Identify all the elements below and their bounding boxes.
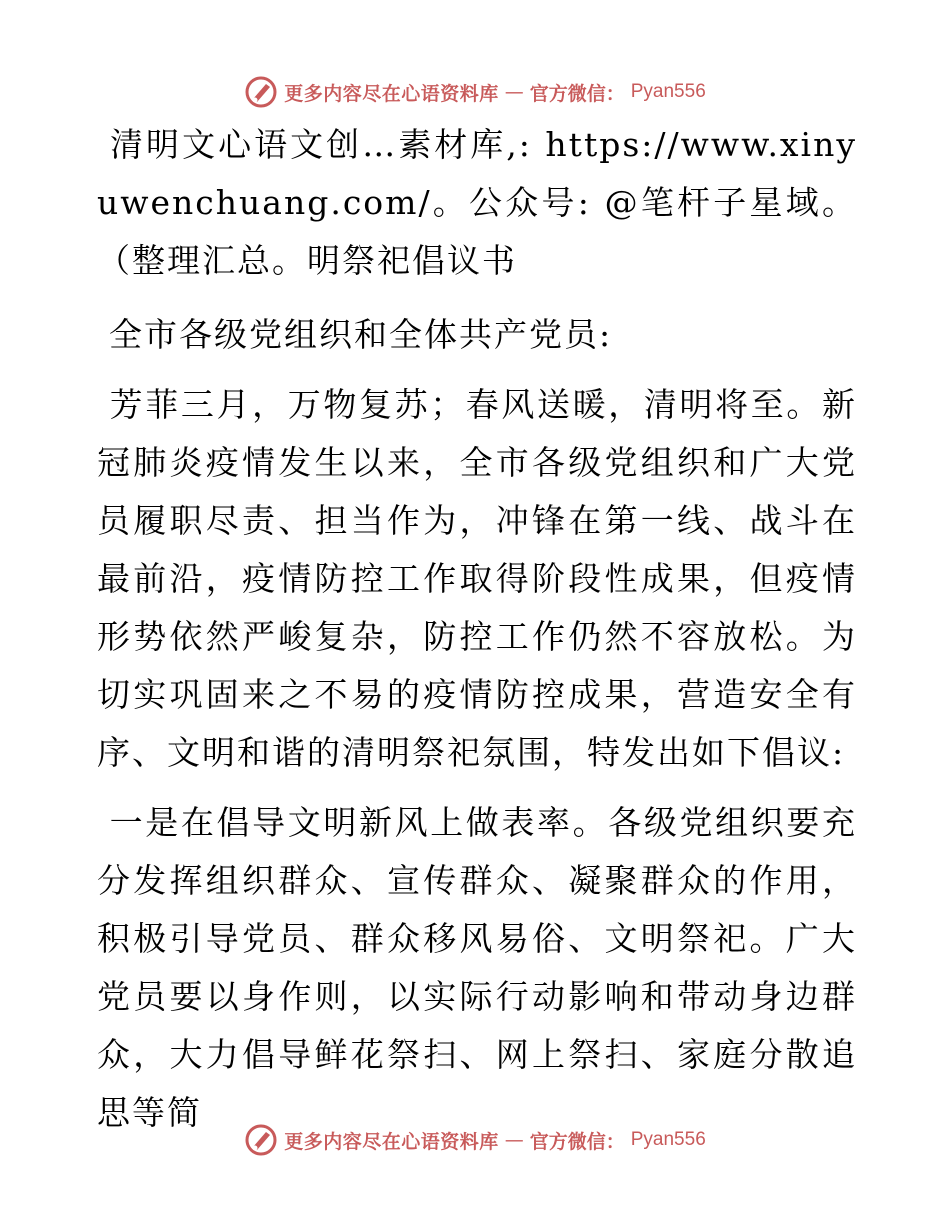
body-paragraph [97,376,857,782]
salutation-text: 全市各级党组织和全体共产党员: [109,315,613,354]
header-banner [0,72,950,112]
point-one-text: 一是在倡导文明新风上做表率。各级党组织要充分发挥组织群众、宣传群众、凝聚群众的作用，积极引导党员、群众移风易俗、文明祭祀。广大党员要以身作则，以实际行动影响和带动身边群众，大力倡导鲜花祭扫、网上祭扫、家庭分散追思等简 [97,803,857,1132]
footer-banner-separator: — [504,1129,524,1151]
body-paragraph-text: 芳菲三月，万物复苏；春风送暖，清明将至。新冠肺炎疫情发生以来，全市各级党组织和广大党员履职尽责、担当作为，冲锋在第一线、战斗在最前沿，疫情防控工作取得阶段性成果，但疫情形势依然严峻复杂，防控工作仍然不容放松。为切实巩固来之不易的疫情防控成果，营造安全有序、文明和谐的清明祭祀氛围，特发出如下倡议: [97,385,857,772]
salutation-paragraph [97,306,857,364]
intro-paragraph [97,116,857,290]
header-banner-separator: — [504,81,524,103]
footer-banner-inner [244,1123,706,1157]
header-banner-text: 更多内容尽在心语资料库 [284,82,499,105]
footer-banner-wechat-id: Pyan556 [630,1129,706,1150]
point-one-paragraph [97,794,857,1142]
footer-banner-label: 官方微信： [529,1130,625,1153]
document-body [97,116,857,1154]
pen-logo-icon [244,75,278,109]
intro-paragraph-text: 清明文心语文创…素材库,: https://www.xinyuwenchuang.com/。公众号: @笔杆子星域。（整理汇总。明祭祀倡议书 [97,125,857,280]
footer-banner [0,1120,950,1160]
header-banner-wechat-id: Pyan556 [630,81,706,102]
pen-logo-icon [244,1123,278,1157]
footer-banner-text: 更多内容尽在心语资料库 [284,1130,499,1153]
header-banner-inner [244,75,706,109]
header-banner-label: 官方微信： [529,82,625,105]
